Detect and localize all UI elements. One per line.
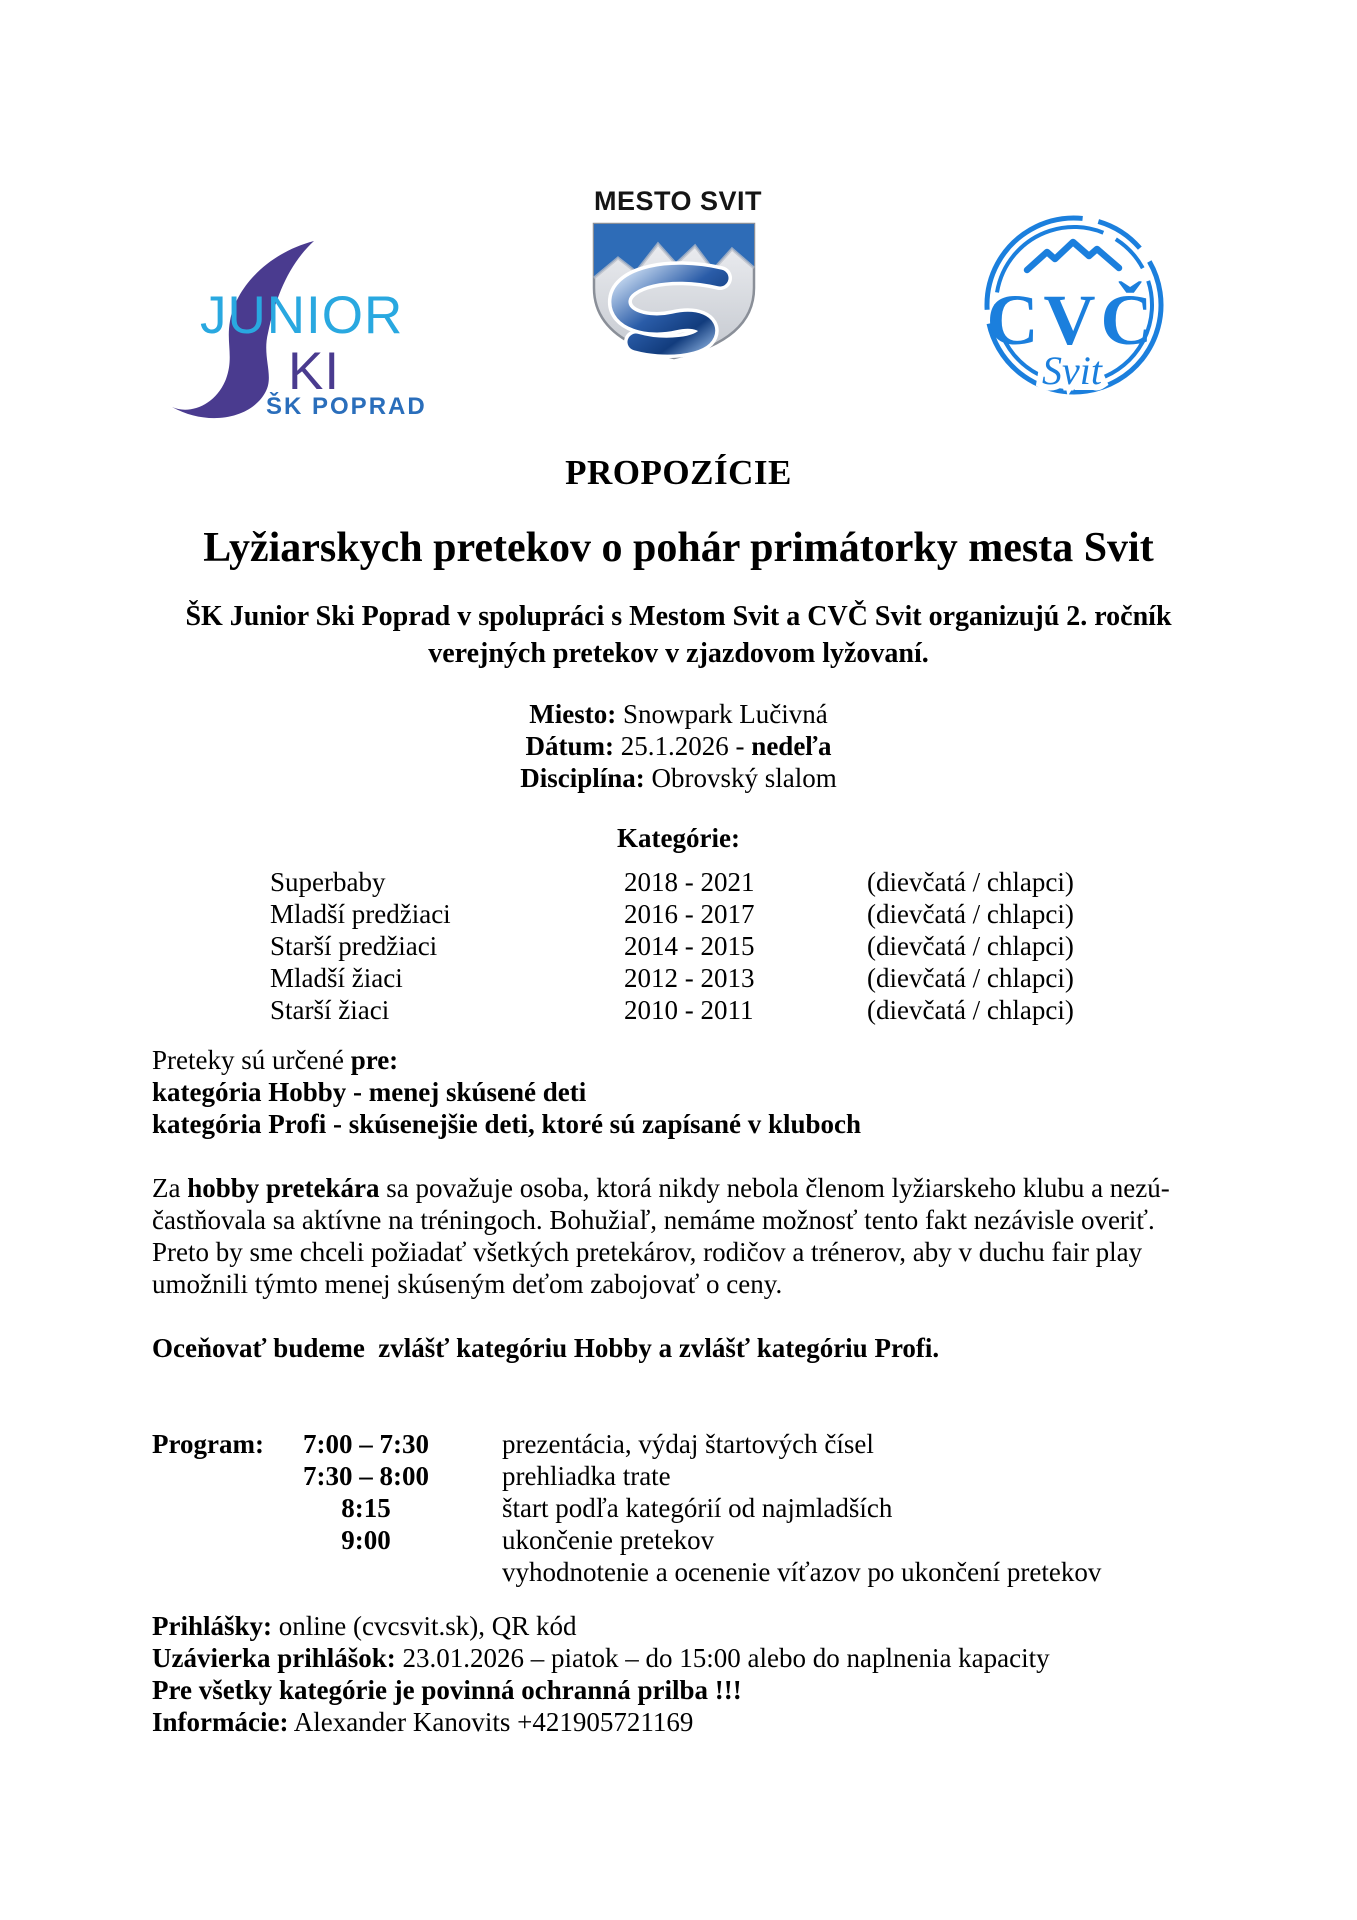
category-row [152, 994, 1205, 1026]
info-datum-label: Dátum: [525, 731, 615, 761]
organizer-line-2: verejných pretekov v zjazdovom lyžovaní. [428, 638, 929, 669]
info-datum-day: nedeľa [751, 731, 832, 761]
categories-heading: Kategórie: [617, 823, 740, 853]
registration-footer [152, 1610, 1205, 1738]
document-content [152, 452, 1205, 1738]
program-label-spacer [152, 1492, 290, 1524]
program-row [152, 1492, 1205, 1524]
target-hobby-text: kategória Hobby - menej skúsené deti [152, 1077, 587, 1107]
cvc-mountain-icon [1027, 242, 1119, 270]
organizer-line-1: ŠK Junior Ski Poprad v spolupráci s Mestom Svit a CVČ Svit organizujú 2. ročník [185, 601, 1172, 632]
fairplay-line-2: častňovala sa aktívne na tréningoch. Bohužiaľ, nemáme možnosť tento fakt nezávisle overiť. [152, 1205, 1155, 1235]
info-disciplina [152, 762, 1205, 794]
cvc-svit-logo [975, 208, 1173, 406]
fairplay-line-1 [152, 1172, 1205, 1204]
cvc-acronym: CVČ [986, 280, 1158, 360]
info-datum-value: 25.1.2026 - [614, 731, 752, 761]
target-profi-text: kategória Profi - skúsenejšie deti, ktoré sú zapísané v kluboch [152, 1109, 862, 1139]
informacie-line [152, 1706, 1205, 1738]
sk-poprad-wordmark: ŠK POPRAD [266, 393, 427, 420]
program-time [290, 1556, 442, 1588]
mesto-svit-shield-logo [592, 222, 756, 360]
info-miesto [152, 698, 1205, 730]
mesto-svit-label: MESTO SVIT [593, 186, 763, 216]
category-gender: (dievčatá / chlapci) [867, 995, 1074, 1025]
program-label-spacer [152, 1524, 290, 1556]
info-disciplina-label: Disciplína: [520, 763, 645, 793]
info-disciplina-value: Obrovský slalom [644, 763, 837, 793]
program-row [152, 1524, 1205, 1556]
program-row [152, 1460, 1205, 1492]
event-info [152, 698, 1205, 794]
category-row [152, 898, 1205, 930]
target-profi [152, 1108, 1205, 1140]
informacie-label: Informácie: [152, 1707, 289, 1737]
helmet-notice-line [152, 1674, 1205, 1706]
category-gender: (dievčatá / chlapci) [867, 867, 1074, 897]
fairplay-paragraph [152, 1172, 1205, 1300]
target-intro-regular: Preteky sú určené [152, 1045, 351, 1075]
info-datum [152, 730, 1205, 762]
category-name: Starší predžiaci [270, 931, 438, 961]
info-miesto-label: Miesto: [529, 699, 617, 729]
junior-ski-logo [172, 195, 442, 425]
category-years: 2018 - 2021 [624, 867, 755, 897]
fairplay-line-4: umožnili týmto menej skúseným deťom zabojovať o ceny. [152, 1269, 783, 1299]
program-time: 8:15 [341, 1493, 391, 1523]
program-time: 7:00 – 7:30 [303, 1429, 429, 1459]
target-intro-bold: pre: [350, 1045, 399, 1075]
target-intro [152, 1044, 1205, 1076]
fairplay-line1-bold: hobby pretekára [187, 1173, 380, 1203]
fairplay-line1-post: sa považuje osoba, ktorá nikdy nebola členom lyžiarskeho klubu a nezú- [379, 1173, 1170, 1203]
program-desc: ukončenie pretekov [502, 1525, 715, 1555]
category-name: Superbaby [270, 867, 386, 897]
category-years: 2012 - 2013 [624, 963, 755, 993]
category-name: Starší žiaci [270, 995, 390, 1025]
prihlasky-line [152, 1610, 1205, 1642]
category-name: Mladší žiaci [270, 963, 403, 993]
cvc-svit-script: Svit [1042, 348, 1102, 393]
category-gender: (dievčatá / chlapci) [867, 931, 1074, 961]
target-audience [152, 1044, 1205, 1140]
program-label-spacer [152, 1460, 290, 1492]
prihlasky-label: Prihlášky: [152, 1611, 273, 1641]
uzavierka-line [152, 1642, 1205, 1674]
page-title: Lyžiarskych pretekov o pohár primátorky mesta Svit [203, 525, 1154, 571]
program-desc: prezentácia, výdaj štartových čísel [502, 1429, 874, 1459]
info-miesto-value: Snowpark Lučivná [616, 699, 828, 729]
category-years: 2010 - 2011 [624, 995, 754, 1025]
program-desc: prehliadka trate [502, 1461, 671, 1491]
category-gender: (dievčatá / chlapci) [867, 963, 1074, 993]
program-label-spacer [152, 1556, 290, 1588]
program-time: 9:00 [341, 1525, 391, 1555]
category-years: 2016 - 2017 [624, 899, 755, 929]
category-gender: (dievčatá / chlapci) [867, 899, 1074, 929]
prihlasky-value: online (cvcsvit.sk), QR kód [272, 1611, 577, 1641]
uzavierka-value: 23.01.2026 – piatok – do 15:00 alebo do naplnenia kapacity [395, 1643, 1050, 1673]
target-hobby [152, 1076, 1205, 1108]
document-kicker: PROPOZÍCIE [565, 453, 792, 492]
program-row [152, 1428, 1205, 1460]
program-row [152, 1556, 1205, 1588]
category-name: Mladší predžiaci [270, 899, 451, 929]
program-desc: vyhodnotenie a ocenenie víťazov po ukončení pretekov [502, 1557, 1102, 1587]
uzavierka-label: Uzávierka prihlášok: [152, 1643, 396, 1673]
category-years: 2014 - 2015 [624, 931, 755, 961]
program-desc: štart podľa kategórií od najmladších [502, 1493, 893, 1523]
junior-wordmark: JUNIOR [200, 286, 404, 345]
program-label: Program: [152, 1429, 264, 1459]
categories-table [152, 866, 1205, 1026]
helmet-notice-text: Pre všetky kategórie je povinná ochranná prilba !!! [152, 1675, 742, 1705]
organizer-paragraph [152, 598, 1205, 672]
ski-wordmark: KI [288, 342, 341, 401]
program-time: 7:30 – 8:00 [303, 1461, 429, 1491]
awards-note: Oceňovať budeme zvlášť kategóriu Hobby a zvlášť kategóriu Profi. [152, 1333, 940, 1363]
category-row [152, 866, 1205, 898]
category-row [152, 962, 1205, 994]
program-schedule [152, 1428, 1205, 1588]
category-row [152, 930, 1205, 962]
fairplay-line1-pre: Za [152, 1173, 188, 1203]
fairplay-line-3: Preto by sme chceli požiadať všetkých pretekárov, rodičov a trénerov, aby v duchu fair play [152, 1237, 1143, 1267]
informacie-value: Alexander Kanovits +421905721169 [288, 1707, 694, 1737]
